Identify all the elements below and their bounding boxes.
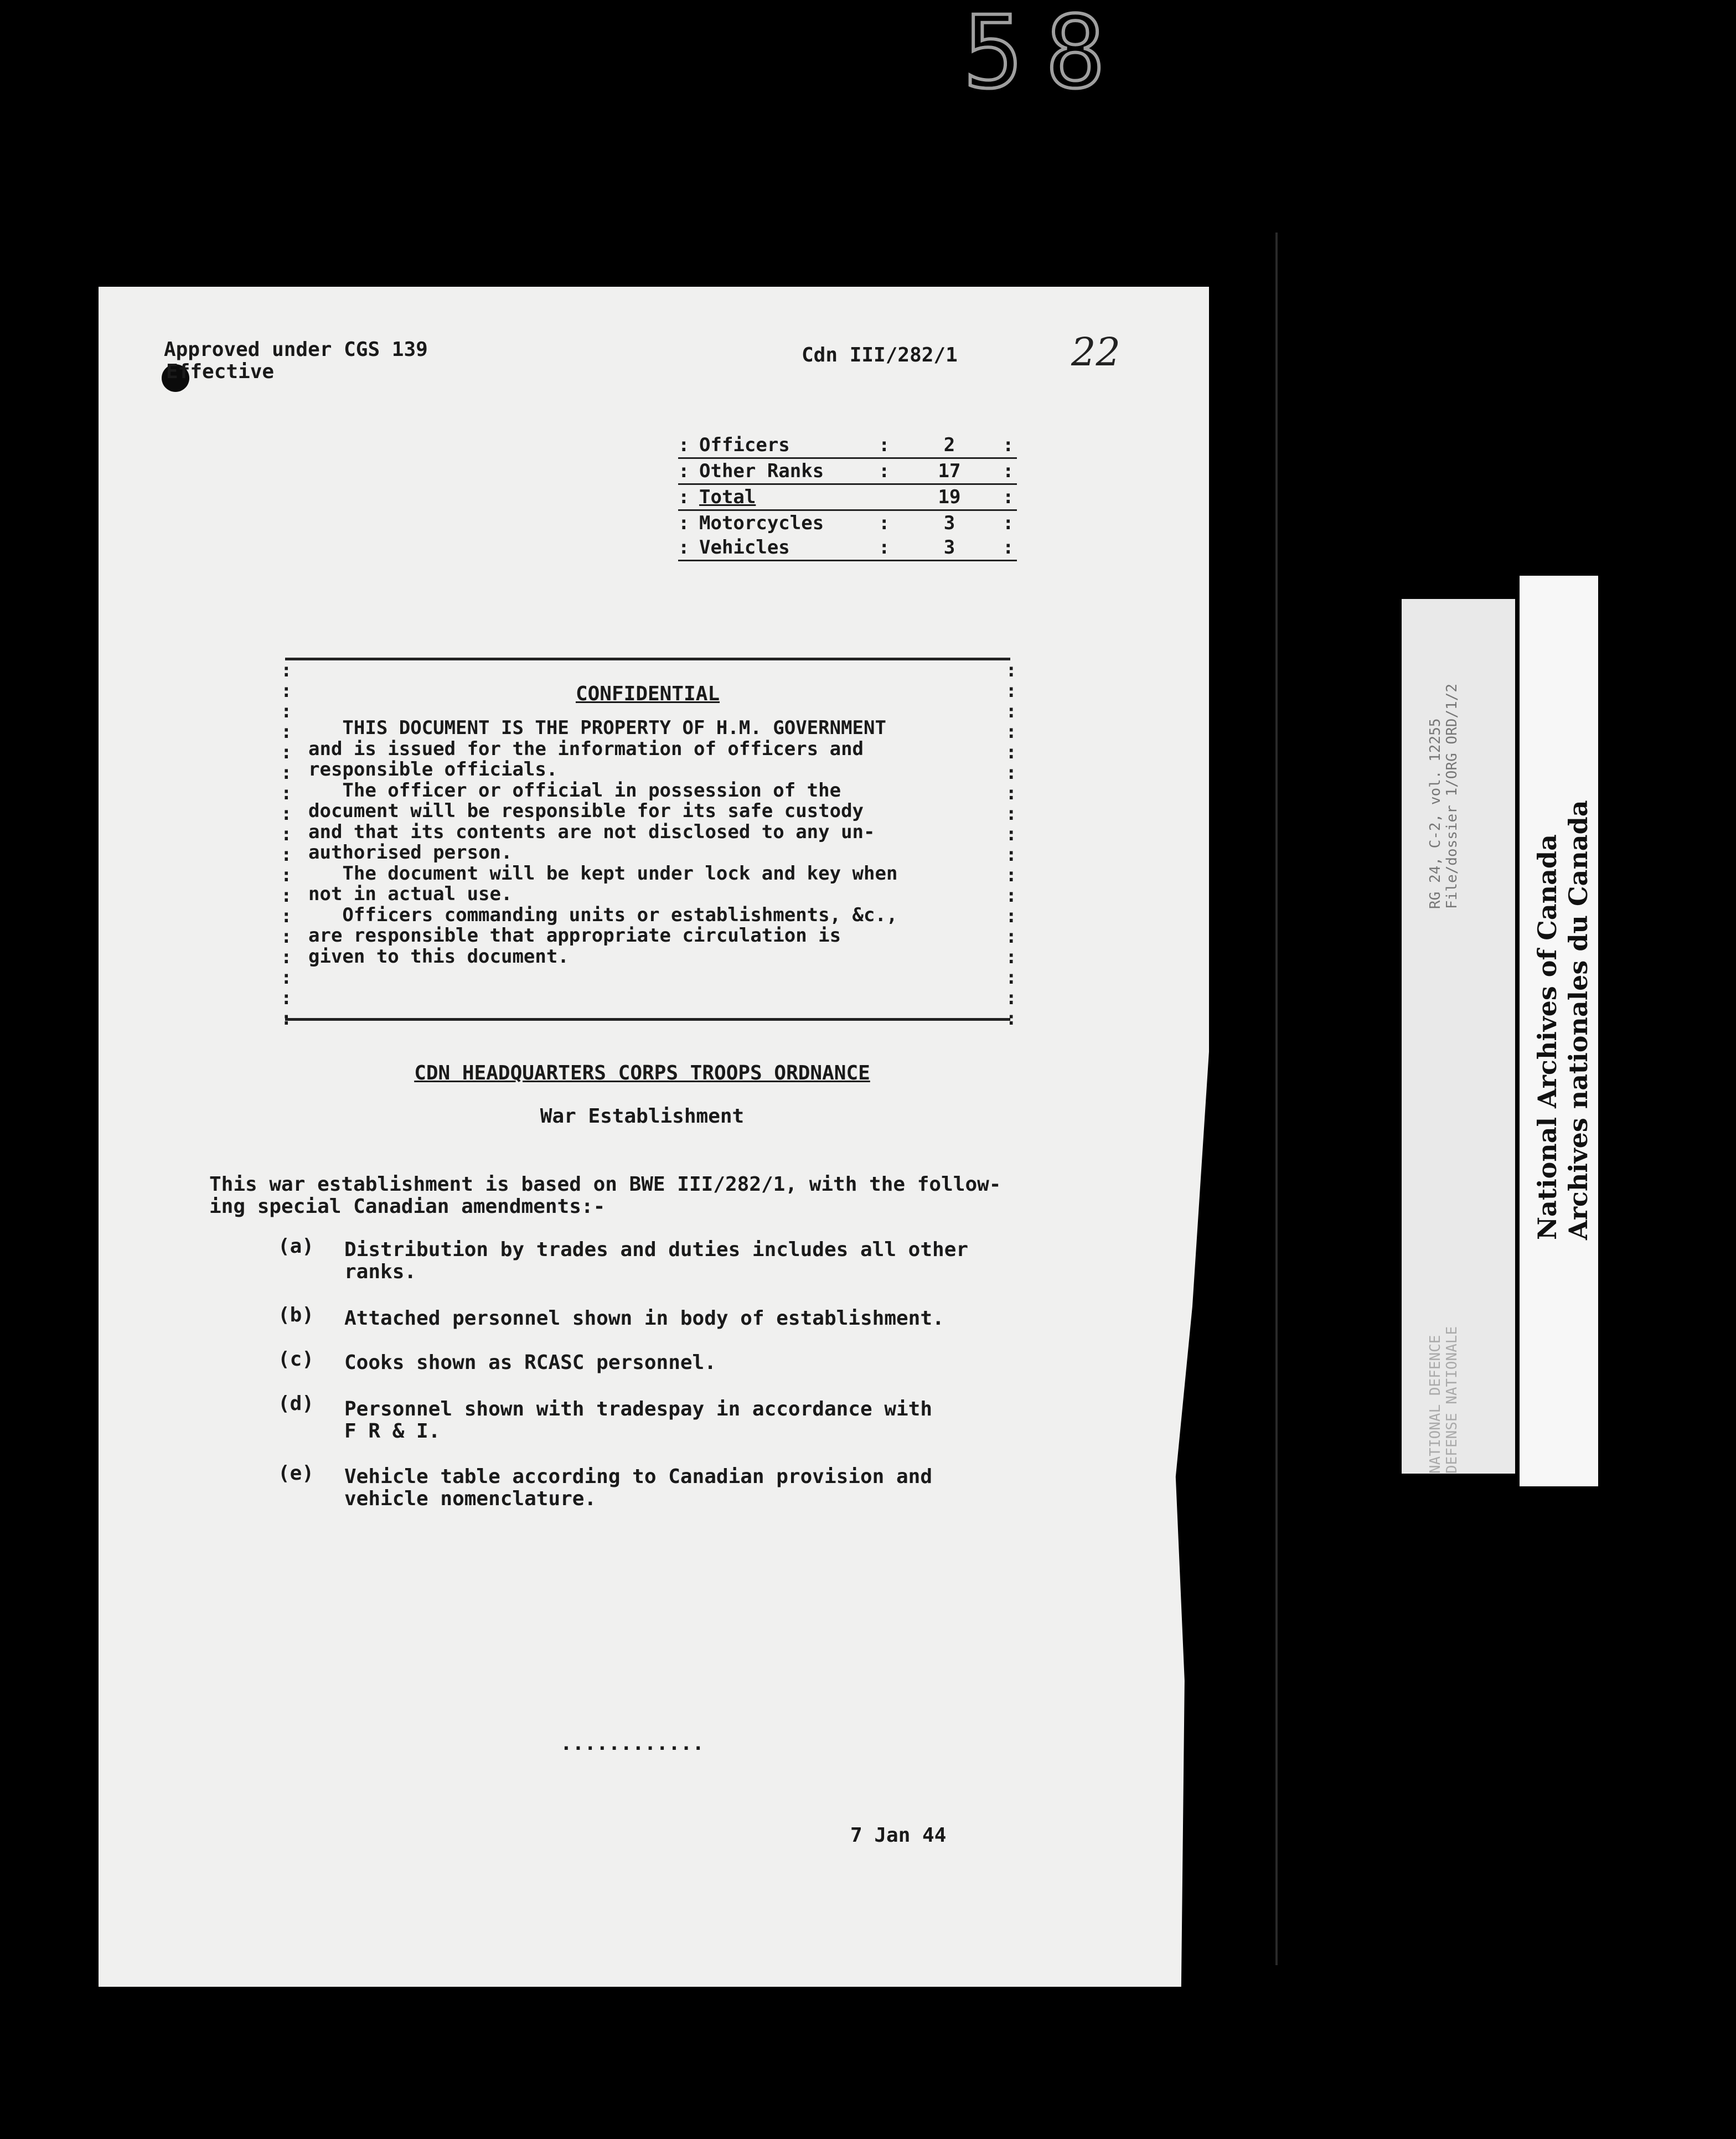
amendment-marker: (c) <box>278 1348 314 1371</box>
amendment-text: Cooks shown as RCASC personnel. <box>344 1351 716 1374</box>
table-row: : Motorcycles : 3 : <box>678 512 1014 534</box>
film-divider-line <box>1275 232 1278 1965</box>
intro-line: ing special Canadian amendments:- <box>209 1195 606 1218</box>
handwritten-page-number: 22 <box>1071 329 1121 375</box>
frame-number: 58 <box>963 0 1128 111</box>
amendment-marker: (a) <box>278 1235 314 1258</box>
amendment-marker: (e) <box>278 1462 314 1485</box>
unit-subtitle: War Establishment <box>540 1105 745 1128</box>
confidential-notice <box>281 658 1017 1030</box>
amendment-text: Personnel shown with tradespay in accordance with F R & I. <box>344 1398 933 1443</box>
amendment-marker: (d) <box>278 1392 314 1415</box>
effective-line: Effective <box>166 360 275 383</box>
row-label: Motorcycles <box>699 512 824 534</box>
row-value: 2 <box>943 434 955 456</box>
row-label: Other Ranks <box>699 460 824 482</box>
confidential-text: THIS DOCUMENT IS THE PROPERTY OF H.M. GOVERNMENT and is issued for the information of officers and responsible officials. The officer or official in possession of the document will be responsible for its safe custody and that its contents are not disclosed to any un- authorised person. The document will be kept under lock and key when not in actual use. Officers commanding units or establishments, &c., are responsible that appropriate circulation is given to this document. <box>308 717 898 968</box>
row-label: Officers <box>699 434 790 456</box>
intro-line: This war establishment is based on BWE III/282/1, with the follow- <box>209 1173 1001 1196</box>
archive-reference: RG 24, C-2, vol. 12255 File/dossier 1/ORG ORD/1/2 <box>1427 684 1460 909</box>
box-border-right: : : : : : : : : : : : : : : : : : : <box>1005 659 1017 1030</box>
separator-dots: ............ <box>560 1732 705 1755</box>
document-date: 7 Jan 44 <box>850 1824 947 1847</box>
amendment-text: Attached personnel shown in body of establishment. <box>344 1307 944 1330</box>
table-row: : Total 19 : <box>678 485 1017 511</box>
document-reference: Cdn III/282/1 <box>802 344 958 366</box>
row-value: 3 <box>943 536 955 559</box>
archive-name: National Archives of Canada Archives nationales du Canada <box>1532 800 1593 1240</box>
amendment-text: Distribution by trades and duties includes all other ranks. <box>344 1238 969 1283</box>
approved-line: Approved under CGS 139 <box>164 338 428 361</box>
table-row: : Vehicles : 3 : <box>678 535 1017 561</box>
row-value: 19 <box>938 486 961 508</box>
amendment-marker: (b) <box>278 1304 314 1326</box>
box-border-left: : : : : : : : : : : : : : : : : : : <box>281 659 292 1030</box>
table-row: : Officers : 2 : <box>678 433 1017 459</box>
row-value: 3 <box>943 512 955 534</box>
archive-name-strip <box>1520 576 1598 1486</box>
amendment-text: Vehicle table according to Canadian provision and vehicle nomenclature. <box>344 1465 933 1510</box>
row-label: Vehicles <box>699 536 790 559</box>
confidential-title: CONFIDENTIAL <box>575 683 720 705</box>
row-label: Total <box>699 486 756 508</box>
row-value: 17 <box>938 460 961 482</box>
table-row: : Other Ranks : 17 : <box>678 459 1017 485</box>
archive-reference-strip <box>1402 599 1515 1474</box>
strength-table <box>678 433 1017 566</box>
department-label: NATIONAL DEFENCE DEFENSE NATIONALE <box>1427 1326 1460 1474</box>
unit-title: CDN HEADQUARTERS CORPS TROOPS ORDNANCE <box>414 1062 870 1084</box>
